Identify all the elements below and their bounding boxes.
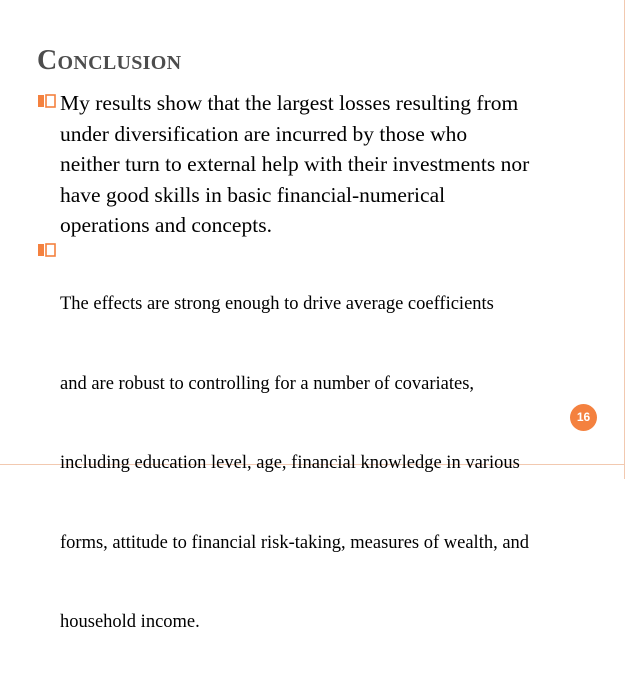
bullet-line: including education level, age, financial knowledge in various — [60, 453, 520, 473]
bullet-line: operations and concepts. — [60, 213, 272, 237]
bullet-line: and are robust to controlling for a number of covariates, — [60, 373, 475, 394]
slide-title: Conclusion — [37, 45, 182, 76]
bullet-text — [60, 238, 529, 689]
page-number-badge: 16 — [570, 404, 597, 431]
bullet-line: My results show that the largest losses resulting from — [60, 91, 519, 115]
bullet-line: under diversification are incurred by those who — [60, 121, 468, 146]
bullet-item — [37, 238, 607, 689]
square-bullet-icon — [37, 243, 57, 257]
bullet-item — [37, 88, 607, 241]
bullet-line: forms, attitude to financial risk-taking, measures of wealth, and — [60, 532, 530, 553]
bullet-line: neither turn to external help with their investments nor — [60, 152, 530, 176]
slide-border-right — [624, 0, 625, 479]
square-bullet-icon — [37, 94, 57, 108]
bullet-line: The effects are strong enough to drive average coefficients — [60, 294, 494, 314]
bullet-line: have good skills in basic financial-numerical — [60, 182, 446, 207]
bullet-line: household income. — [60, 612, 200, 632]
bullet-text — [60, 88, 529, 241]
